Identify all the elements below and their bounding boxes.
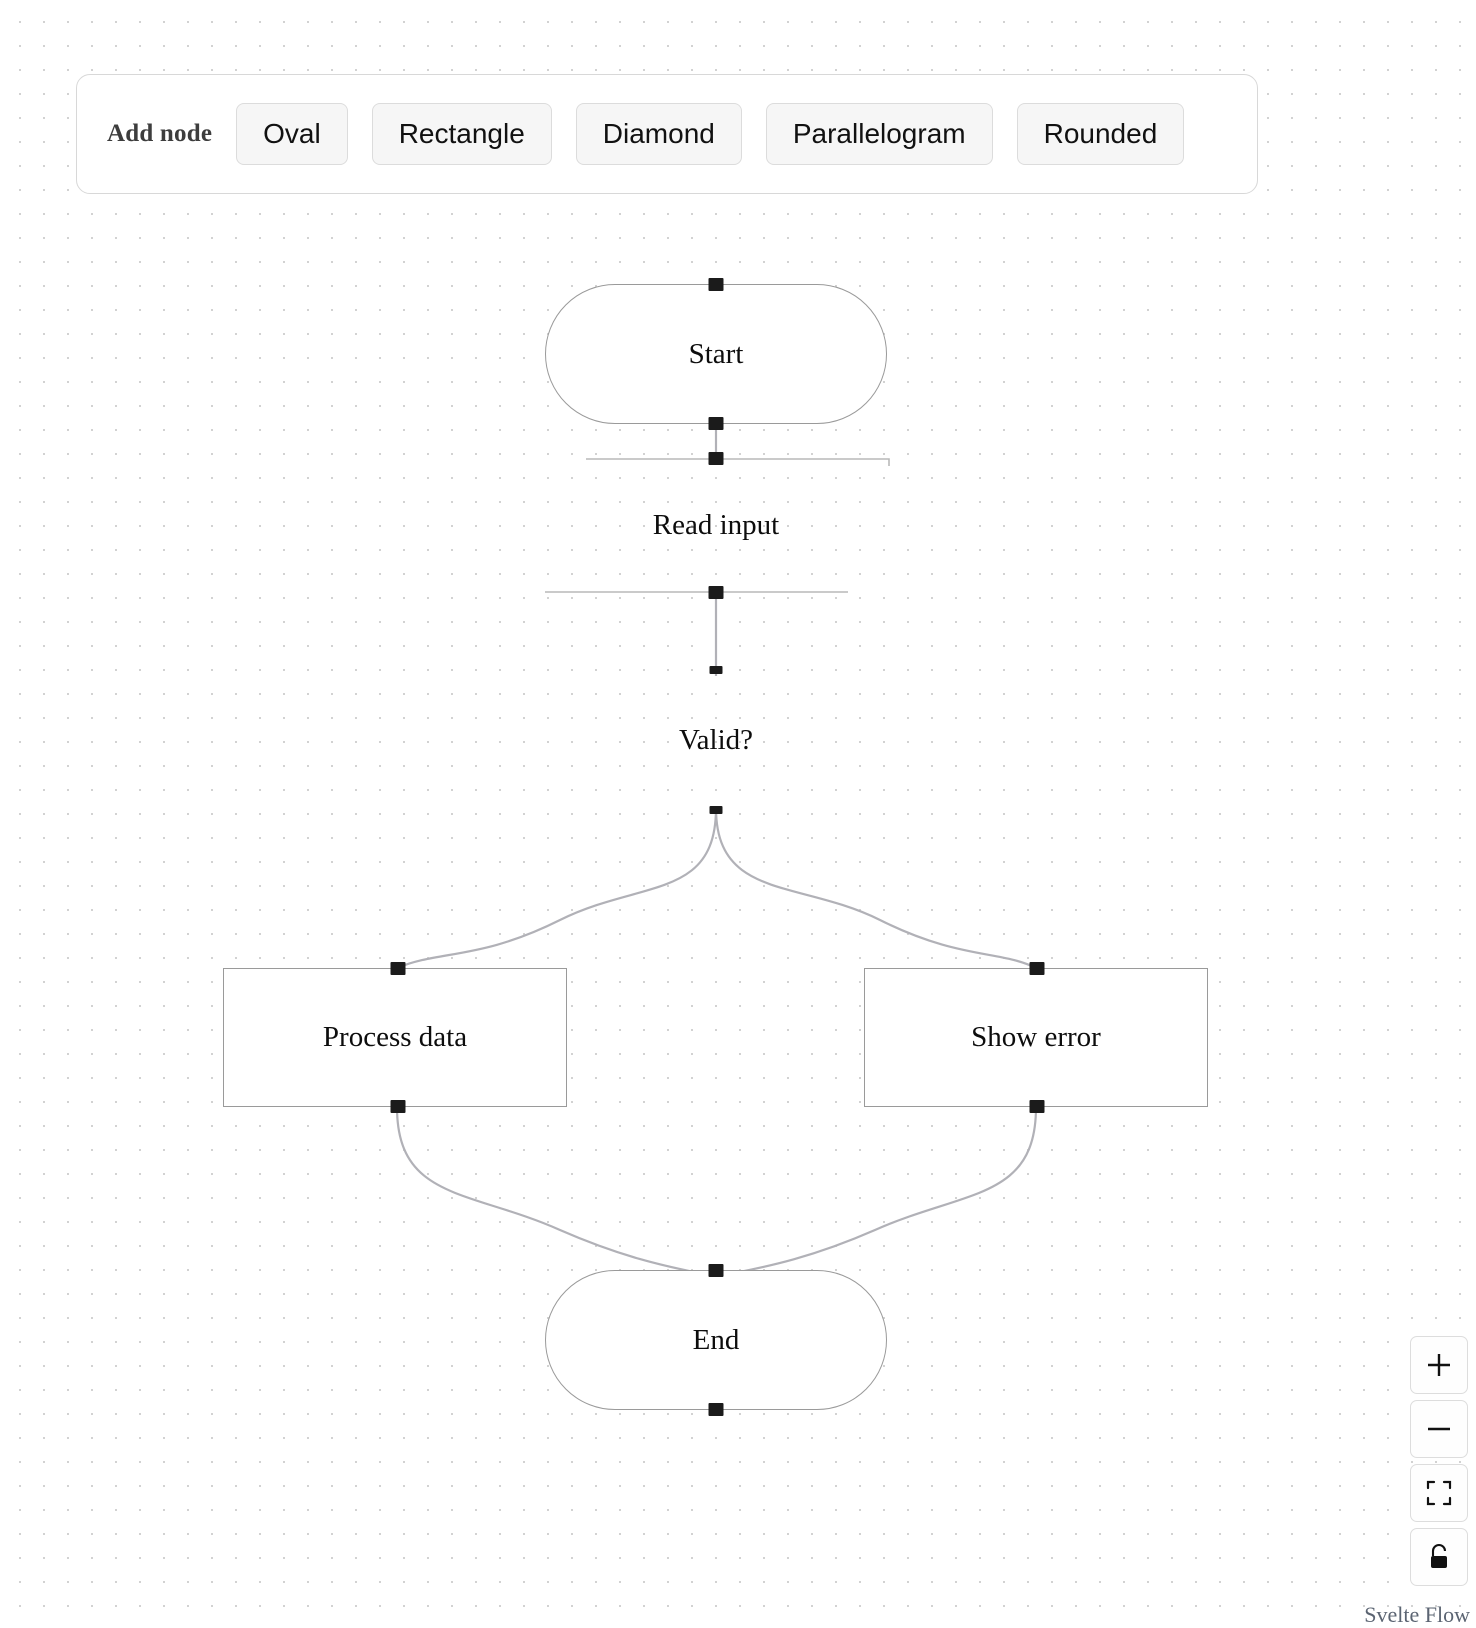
node-show-error-target-handle[interactable] xyxy=(1030,962,1045,975)
node-process-data-source-handle[interactable] xyxy=(391,1100,406,1113)
add-diamond-button[interactable]: Diamond xyxy=(576,103,742,165)
node-valid-label: Valid? xyxy=(678,723,754,756)
node-read-input-target-handle[interactable] xyxy=(709,452,724,465)
node-valid-source-handle[interactable] xyxy=(710,806,723,814)
lock-button[interactable] xyxy=(1410,1528,1468,1586)
node-end-target-handle[interactable] xyxy=(709,1264,724,1277)
node-read-input[interactable] xyxy=(586,459,846,592)
lock-icon xyxy=(1426,1543,1452,1571)
node-show-error[interactable] xyxy=(864,968,1208,1107)
node-process-data[interactable] xyxy=(223,968,567,1107)
zoom-in-button[interactable] xyxy=(1410,1336,1468,1394)
flow-controls xyxy=(1410,1336,1468,1586)
node-start[interactable] xyxy=(545,284,887,424)
node-valid-target-handle[interactable] xyxy=(710,666,723,674)
add-oval-button[interactable]: Oval xyxy=(236,103,348,165)
node-read-input-label: Read input xyxy=(652,509,780,541)
node-valid[interactable] xyxy=(605,673,827,807)
node-start-label: Start xyxy=(688,337,744,370)
node-start-target-handle[interactable] xyxy=(709,278,724,291)
add-rounded-button[interactable]: Rounded xyxy=(1017,103,1185,165)
minus-icon xyxy=(1424,1414,1454,1444)
node-show-error-source-handle[interactable] xyxy=(1030,1100,1045,1113)
add-rectangle-button[interactable]: Rectangle xyxy=(372,103,552,165)
zoom-out-button[interactable] xyxy=(1410,1400,1468,1458)
node-process-data-target-handle[interactable] xyxy=(391,962,406,975)
node-show-error-label: Show error xyxy=(971,1021,1101,1053)
node-end-source-handle[interactable] xyxy=(709,1403,724,1416)
fit-view-icon xyxy=(1425,1479,1453,1507)
add-node-toolbar xyxy=(76,74,1258,194)
node-read-input-source-handle[interactable] xyxy=(709,586,724,599)
add-parallelogram-button[interactable]: Parallelogram xyxy=(766,103,993,165)
plus-icon xyxy=(1424,1350,1454,1380)
node-end[interactable] xyxy=(545,1270,887,1410)
add-node-label: Add node xyxy=(107,120,213,147)
attribution-label: Svelte Flow xyxy=(1364,1602,1470,1627)
node-end-label: End xyxy=(692,1323,740,1356)
node-process-data-label: Process data xyxy=(322,1021,468,1053)
node-start-source-handle[interactable] xyxy=(709,417,724,430)
fit-view-button[interactable] xyxy=(1410,1464,1468,1522)
